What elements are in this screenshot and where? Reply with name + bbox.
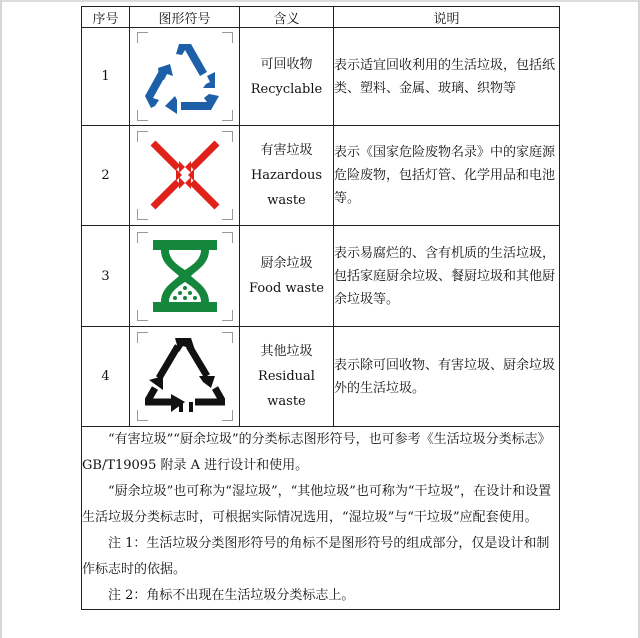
table-header-row: [82, 7, 560, 28]
meaning-english: Recyclable: [250, 81, 323, 97]
table-row: [82, 126, 560, 226]
symbol-frame: [137, 232, 233, 321]
note-paragraph: 注 2：角标不出现在生活垃圾分类标志上。: [108, 588, 355, 603]
recyclable-triangle-arrows-icon: [145, 36, 225, 116]
page-top-border: [0, 0, 640, 2]
meaning-chinese: 其他垃圾: [260, 344, 313, 359]
residual-waste-triangle-icon: [145, 336, 225, 416]
food-waste-hourglass-icon: [145, 236, 225, 316]
row-number: 3: [82, 226, 130, 327]
meaning-cell: [240, 28, 334, 126]
symbol-cell: [130, 327, 240, 427]
meaning-cell: [240, 126, 334, 226]
header-symbol: 图形符号: [130, 7, 240, 28]
header-description: 说明: [334, 7, 560, 28]
meaning-english: waste: [267, 193, 306, 208]
description-cell: 表示易腐烂的、含有机质的生活垃圾，包括家庭厨余垃圾、餐厨垃圾和其他厨余垃圾等。: [334, 226, 560, 327]
header-number: 序号: [82, 7, 130, 28]
meaning-cell: [240, 327, 334, 427]
meaning-english: waste: [267, 394, 306, 409]
table-row: [82, 28, 560, 126]
note-paragraph: “有害垃圾”“厨余垃圾”的分类标志图形符号，也可参考《生活垃圾分类标志》GB/T19095 附录 A 进行设计和使用。: [82, 432, 551, 473]
note-paragraph: 注 1：生活垃圾分类图形符号的角标不是图形符号的组成部分，仅是设计和制作标志时的依据。: [82, 536, 550, 577]
description-cell: 表示《国家危险废物名录》中的家庭源危险废物，包括灯管、化学用品和电池等。: [334, 126, 560, 226]
row-number: 4: [82, 327, 130, 427]
symbol-frame: [137, 332, 233, 421]
notes-cell: [82, 427, 560, 610]
table-row: [82, 226, 560, 327]
row-number: 1: [82, 28, 130, 126]
meaning-english: Food waste: [249, 281, 324, 296]
notes-row: [82, 427, 560, 610]
meaning-cell: [240, 226, 334, 327]
note-paragraph: “厨余垃圾”也可称为“湿垃圾”，“其他垃圾”也可称为“干垃圾”，在设计和设置生活垃圾分类标志时，可根据实际情况选用，“湿垃圾”与“干垃圾”应配套使用。: [82, 484, 552, 525]
symbol-frame: [137, 131, 233, 220]
table-row: [82, 327, 560, 427]
meaning-chinese: 可回收物: [260, 56, 313, 72]
header-meaning: 含义: [240, 7, 334, 28]
page-left-border: [0, 0, 2, 638]
description-cell: 表示适宜回收利用的生活垃圾，包括纸类、塑料、金属、玻璃、织物等: [334, 28, 560, 126]
symbol-cell: [130, 28, 240, 126]
meaning-chinese: 厨余垃圾: [260, 256, 313, 271]
waste-symbol-table: [81, 6, 560, 610]
symbol-cell: [130, 126, 240, 226]
meaning-chinese: 有害垃圾: [260, 143, 313, 158]
symbol-frame: [137, 32, 233, 121]
row-number: 2: [82, 126, 130, 226]
description-cell: 表示除可回收物、有害垃圾、厨余垃圾外的生活垃圾。: [334, 327, 560, 427]
meaning-english: Residual: [258, 369, 315, 384]
symbol-cell: [130, 226, 240, 327]
meaning-english: Hazardous: [250, 168, 323, 183]
hazardous-crossed-arrows-icon: [145, 135, 225, 215]
